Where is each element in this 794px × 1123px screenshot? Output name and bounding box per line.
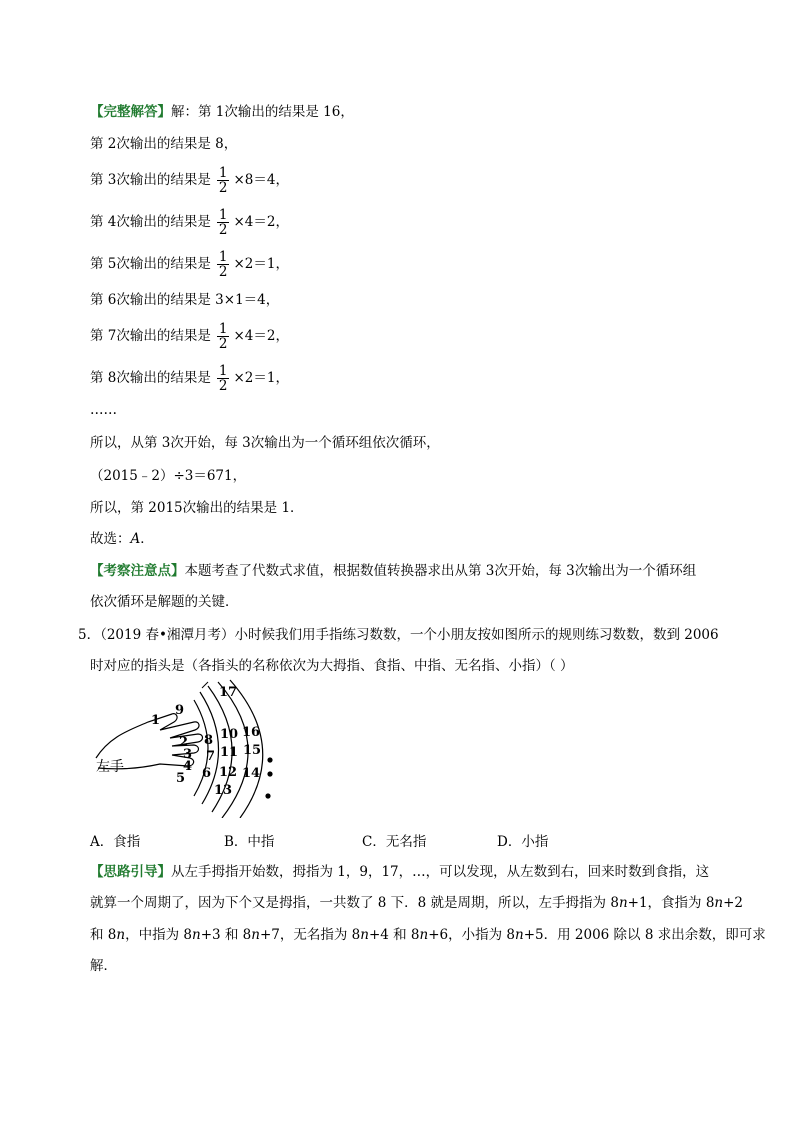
fraction-numerator: 1 xyxy=(218,207,228,223)
answer-letter: A xyxy=(130,531,141,547)
count-8: 8 xyxy=(204,733,214,748)
choice-text: 食指 xyxy=(113,834,141,850)
solution-line-2: 第 2次输出的结果是 8， xyxy=(90,136,238,152)
question-number: 5． xyxy=(78,627,101,643)
choice-label: D． xyxy=(497,834,522,850)
question-text-1: （2019 春•湘潭月考）小时候我们用手指练习数数，一个小朋友按如图所示的规则练习数数，数到 2006 xyxy=(100,627,719,643)
hint-line-2 xyxy=(90,893,743,913)
step-suffix: ×8＝4， xyxy=(233,172,289,188)
fraction xyxy=(217,166,230,195)
step-suffix: ×4＝2， xyxy=(233,214,289,230)
choice-text: 中指 xyxy=(247,834,275,850)
count-5: 5 xyxy=(176,771,186,786)
step-prefix: 第 5次输出的结果是 xyxy=(90,256,211,272)
count-11: 11 xyxy=(220,745,239,760)
hint-variable: n xyxy=(116,927,126,943)
step-suffix: ×2＝1， xyxy=(233,256,289,272)
hint-text: +2 xyxy=(723,895,744,911)
hint-variable: n xyxy=(515,927,524,943)
hint-text: 从左手拇指开始数，拇指为 1，9，17，…，可以发现，从左数到右，回来时数到食指，这 xyxy=(171,864,710,880)
fraction xyxy=(217,250,230,279)
solution-step-7 xyxy=(90,322,289,351)
hint-text: +7，无名指为 8 xyxy=(259,927,361,943)
fraction xyxy=(217,364,230,393)
solution-calc: （2015﹣2）÷3＝671， xyxy=(90,468,247,484)
hint-text: 就算一个周期了，因为下个又是拇指，一共数了 8 下．8 就是周期，所以，左手拇指为 8 xyxy=(90,895,619,911)
solution-so-1: 所以，从第 3次开始，每 3次输出为一个循环组依次循环， xyxy=(90,435,440,451)
count-15: 15 xyxy=(243,743,262,758)
hint-text: ，中指为 8 xyxy=(125,927,192,943)
hint-line-4: 解． xyxy=(90,958,117,974)
note-text-1: 本题考查了代数式求值，根据数值转换器求出从第 3次开始，每 3次输出为一个循环组 xyxy=(184,563,697,579)
fraction xyxy=(217,322,230,351)
step-prefix: 第 4次输出的结果是 xyxy=(90,214,211,230)
step-suffix: ×4＝2， xyxy=(233,328,289,344)
solution-step-8 xyxy=(90,364,289,393)
hint-text: +4 和 8 xyxy=(368,927,420,943)
hint-text: +1，食指为 8 xyxy=(627,895,715,911)
fraction-numerator: 1 xyxy=(218,165,228,181)
continue-dot xyxy=(267,757,272,762)
choice-label: B． xyxy=(224,834,248,850)
solution-ellipsis: …… xyxy=(90,402,117,418)
choice-d[interactable] xyxy=(497,830,548,850)
note-tag: 【考察注意点】 xyxy=(90,563,185,579)
count-17: 17 xyxy=(219,685,238,700)
fraction-numerator: 1 xyxy=(218,249,228,265)
hint-text: 和 8 xyxy=(90,927,117,943)
step-prefix: 第 3次输出的结果是 xyxy=(90,172,211,188)
hint-variable: n xyxy=(419,927,429,943)
solution-step-3 xyxy=(90,166,289,195)
solution-answer xyxy=(90,529,154,549)
count-16: 16 xyxy=(242,725,261,740)
hint-text: +6，小指为 8 xyxy=(428,927,516,943)
continue-dot xyxy=(265,793,270,798)
hint-text: +3 和 8 xyxy=(200,927,252,943)
fraction-denominator: 2 xyxy=(218,180,228,196)
hint-line-1 xyxy=(90,862,709,882)
solution-so-2: 所以，第 2015次输出的结果是 1． xyxy=(90,500,304,516)
count-6: 6 xyxy=(202,766,212,781)
count-9: 9 xyxy=(175,703,185,718)
count-10: 10 xyxy=(220,727,239,742)
solution-step-4 xyxy=(90,208,289,237)
fraction-denominator: 2 xyxy=(218,222,228,238)
note-line-1 xyxy=(90,561,696,581)
hint-variable: n xyxy=(618,895,628,911)
arc-tick xyxy=(202,682,208,688)
continue-dot xyxy=(267,771,272,776)
question-line-2: 时对应的指头是（各指头的名称依次为大拇指、食指、中指、无名指、小指）（ ） xyxy=(90,658,574,674)
choice-b[interactable] xyxy=(224,830,274,850)
count-2: 2 xyxy=(179,735,189,750)
count-13: 13 xyxy=(214,783,233,798)
fraction-denominator: 2 xyxy=(218,378,228,394)
solution-step-5 xyxy=(90,250,289,279)
fraction-numerator: 1 xyxy=(218,363,228,379)
choice-label: A． xyxy=(90,834,114,850)
hand-label: 左手 xyxy=(96,759,124,775)
fraction xyxy=(217,208,230,237)
count-12: 12 xyxy=(219,765,238,780)
choice-c[interactable] xyxy=(362,830,426,850)
hint-variable: n xyxy=(191,927,201,943)
solution-intro: 解：第 1次输出的结果是 16， xyxy=(171,104,354,120)
count-14: 14 xyxy=(242,766,261,781)
count-7: 7 xyxy=(206,749,216,764)
count-3: 3 xyxy=(183,747,193,762)
note-line-2: 依次循环是解题的关键． xyxy=(90,594,239,610)
choice-a[interactable] xyxy=(90,830,140,850)
choice-text: 无名指 xyxy=(385,834,427,850)
arc-1 xyxy=(194,700,208,796)
step-prefix: 第 7次输出的结果是 xyxy=(90,328,211,344)
step-suffix: ×2＝1， xyxy=(233,370,289,386)
fraction-numerator: 1 xyxy=(218,321,228,337)
solution-line-6: 第 6次输出的结果是 3×1＝4， xyxy=(90,292,280,308)
count-4: 4 xyxy=(183,759,193,774)
hint-text: +5．用 2006 除以 8 求出余数，即可求 xyxy=(523,927,766,943)
question-line-1 xyxy=(78,625,719,645)
fraction-denominator: 2 xyxy=(218,336,228,352)
fraction-denominator: 2 xyxy=(218,264,228,280)
hint-tag: 【思路引导】 xyxy=(90,864,171,880)
count-1: 1 xyxy=(151,713,161,728)
finger-counting-figure xyxy=(90,678,290,818)
choice-label: C． xyxy=(362,834,386,850)
hint-variable: n xyxy=(714,895,724,911)
step-prefix: 第 8次输出的结果是 xyxy=(90,370,211,386)
answer-prefix: 故选： xyxy=(90,531,131,547)
choice-text: 小指 xyxy=(521,834,549,850)
answer-suffix: ． xyxy=(140,531,154,547)
solution-intro-line xyxy=(90,102,354,122)
hint-variable: n xyxy=(251,927,260,943)
hint-line-3 xyxy=(90,925,766,945)
hint-variable: n xyxy=(360,927,369,943)
solution-tag: 【完整解答】 xyxy=(90,104,171,120)
